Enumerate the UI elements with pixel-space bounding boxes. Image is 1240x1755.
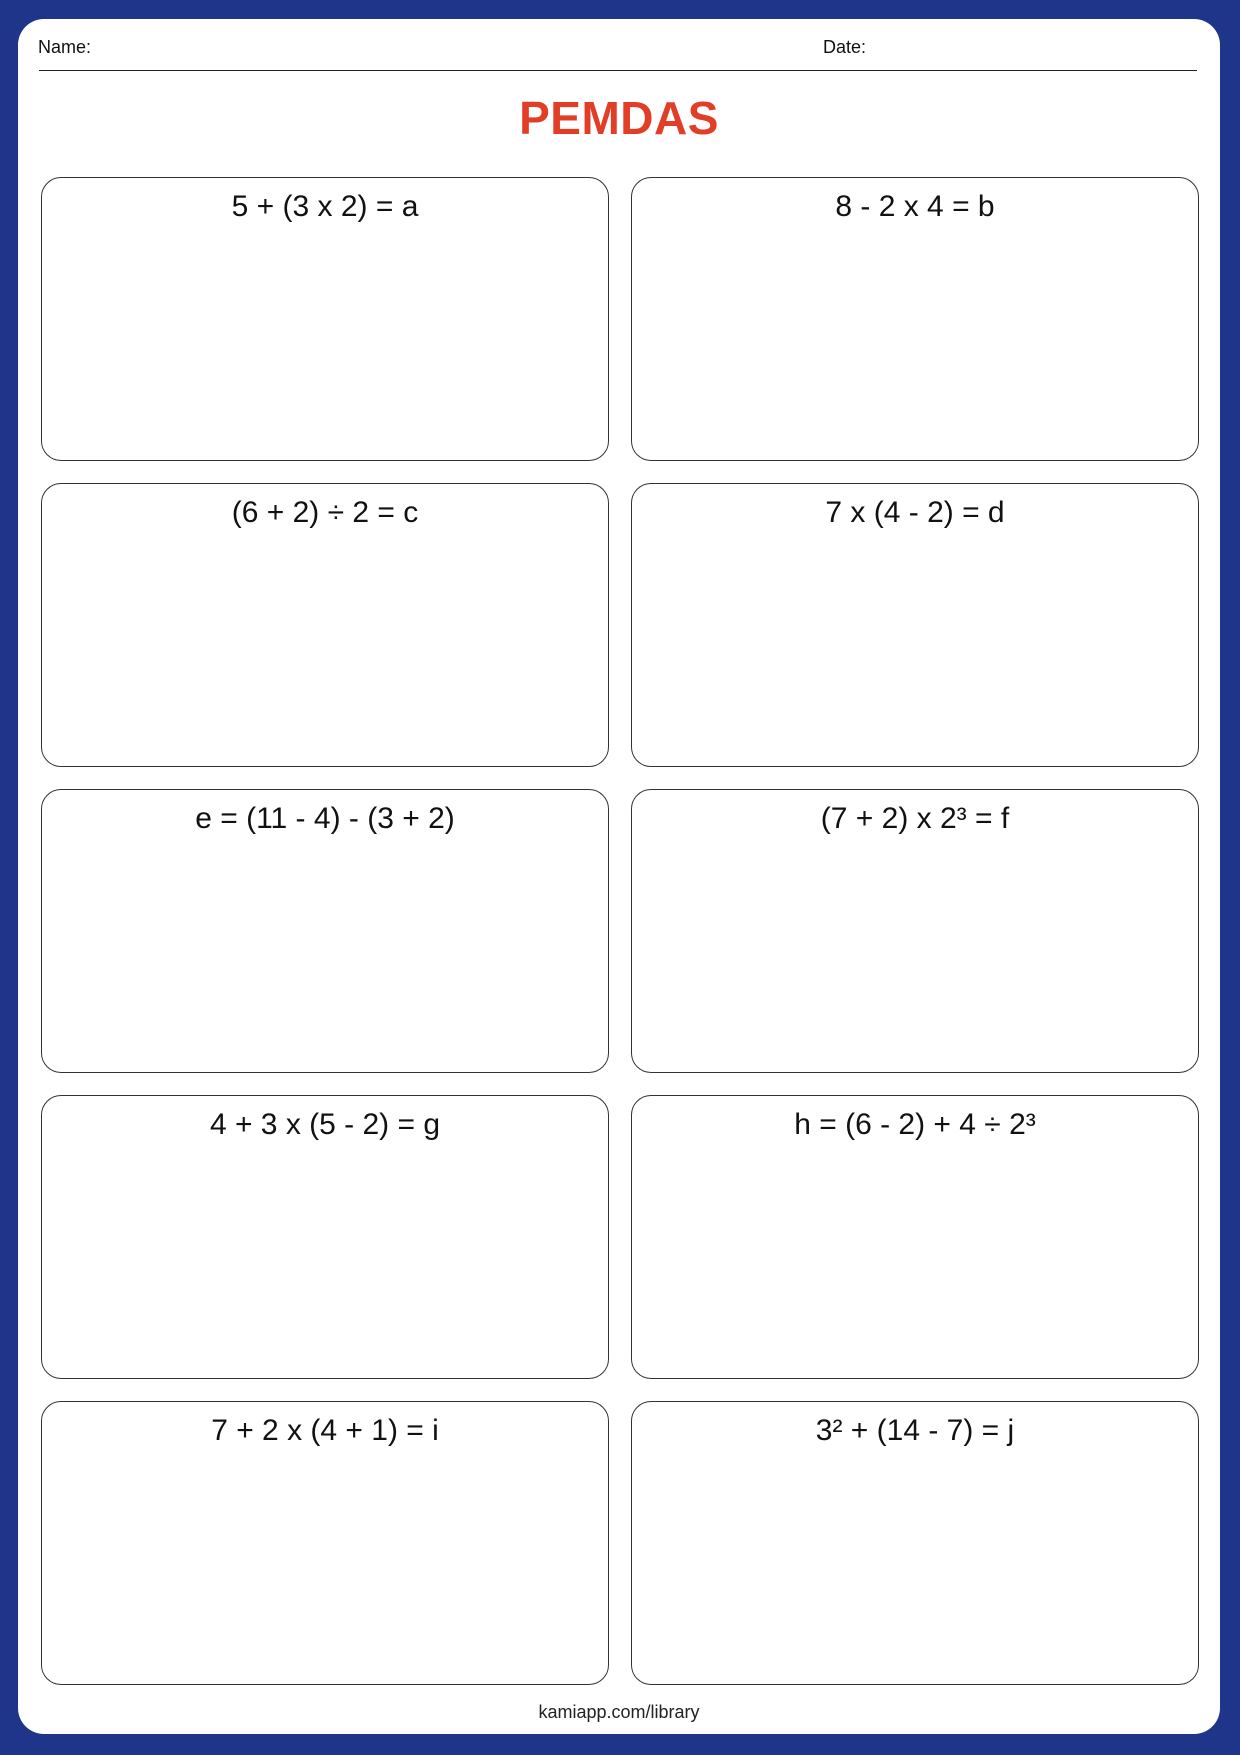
problem-box-h[interactable] — [631, 1095, 1199, 1379]
problem-text: 4 + 3 x (5 - 2) = g — [209, 1108, 441, 1141]
problem-box-c[interactable] — [41, 483, 609, 767]
name-label: Name: — [38, 37, 92, 57]
problem-text: 8 - 2 x 4 = b — [835, 190, 995, 223]
problem-box-d[interactable] — [631, 483, 1199, 767]
problem-box-b[interactable] — [631, 177, 1199, 461]
problem-box-f[interactable] — [631, 789, 1199, 1073]
problem-text: 7 + 2 x (4 + 1) = i — [211, 1414, 439, 1447]
problem-text: e = (11 - 4) - (3 + 2) — [195, 802, 455, 835]
problem-text: 3² + (14 - 7) = j — [815, 1414, 1015, 1447]
problem-text: (6 + 2) ÷ 2 = c — [231, 496, 419, 529]
problem-text: h = (6 - 2) + 4 ÷ 2³ — [794, 1108, 1036, 1141]
problem-box-j[interactable] — [631, 1401, 1199, 1685]
problem-text: (7 + 2) x 2³ = f — [820, 802, 1010, 835]
problem-text: 5 + (3 x 2) = a — [231, 190, 419, 223]
footer-url: kamiapp.com/library — [538, 1702, 700, 1722]
worksheet-page — [18, 19, 1220, 1734]
problem-grid — [41, 177, 1199, 1685]
problem-box-a[interactable] — [41, 177, 609, 461]
problem-text: 7 x (4 - 2) = d — [825, 496, 1005, 529]
header-divider — [39, 70, 1197, 71]
page-title: PEMDAS — [519, 92, 719, 144]
date-label: Date: — [823, 37, 867, 57]
problem-box-e[interactable] — [41, 789, 609, 1073]
problem-box-g[interactable] — [41, 1095, 609, 1379]
problem-box-i[interactable] — [41, 1401, 609, 1685]
